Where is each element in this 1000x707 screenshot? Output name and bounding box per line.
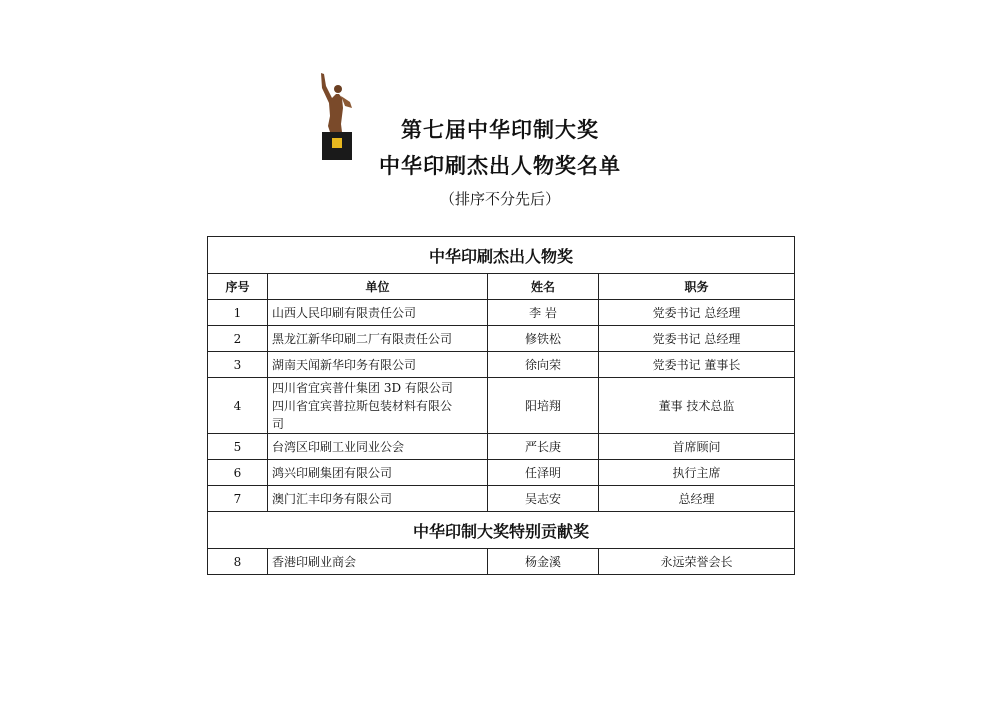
section-header-outstanding-figures bbox=[208, 237, 795, 274]
row-unit-line: 四川省宜宾普什集团 3D 有限公司 bbox=[272, 380, 453, 395]
awards-table bbox=[207, 236, 795, 575]
row-name: 严长庚 bbox=[488, 434, 599, 460]
row-unit: 黑龙江新华印刷二厂有限责任公司 bbox=[268, 326, 488, 352]
row-name: 任泽明 bbox=[488, 460, 599, 486]
row-position: 首席顾问 bbox=[599, 434, 795, 460]
row-position: 永远荣誉会长 bbox=[599, 549, 795, 575]
column-header-name: 姓名 bbox=[488, 274, 599, 300]
row-name: 吴志安 bbox=[488, 486, 599, 512]
row-name: 阳培翔 bbox=[488, 378, 599, 434]
row-unit-line: 四川省宜宾普拉斯包装材料有限公 bbox=[272, 398, 453, 413]
row-unit-line: 司 bbox=[272, 416, 285, 431]
row-position: 党委书记 董事长 bbox=[599, 352, 795, 378]
column-header-position: 职务 bbox=[599, 274, 795, 300]
row-unit: 湖南天闻新华印务有限公司 bbox=[268, 352, 488, 378]
row-name: 徐向荣 bbox=[488, 352, 599, 378]
row-number: 2 bbox=[208, 326, 268, 352]
table-row bbox=[208, 300, 795, 326]
row-unit: 香港印刷业商会 bbox=[268, 549, 488, 575]
table-row bbox=[208, 434, 795, 460]
row-position: 执行主席 bbox=[599, 460, 795, 486]
table-header-row bbox=[208, 274, 795, 300]
page-title-line1: 第七届中华印制大奖 bbox=[401, 118, 599, 142]
table-row bbox=[208, 378, 795, 434]
row-position: 党委书记 总经理 bbox=[599, 326, 795, 352]
table-row bbox=[208, 460, 795, 486]
row-name: 李 岩 bbox=[488, 300, 599, 326]
row-unit bbox=[268, 378, 488, 434]
row-number: 3 bbox=[208, 352, 268, 378]
page-subtitle: （排序不分先后） bbox=[439, 190, 560, 208]
row-number: 8 bbox=[208, 549, 268, 575]
section-header-special-contribution bbox=[208, 512, 795, 549]
row-position: 党委书记 总经理 bbox=[599, 300, 795, 326]
row-name: 修铁松 bbox=[488, 326, 599, 352]
row-number: 6 bbox=[208, 460, 268, 486]
row-position: 总经理 bbox=[599, 486, 795, 512]
table-row bbox=[208, 486, 795, 512]
table-row bbox=[208, 352, 795, 378]
row-number: 7 bbox=[208, 486, 268, 512]
table-row bbox=[208, 549, 795, 575]
section-title: 中华印刷杰出人物奖 bbox=[208, 237, 795, 274]
row-name: 杨金溪 bbox=[488, 549, 599, 575]
row-position: 董事 技术总监 bbox=[599, 378, 795, 434]
section-title: 中华印制大奖特别贡献奖 bbox=[208, 512, 795, 549]
row-number: 4 bbox=[208, 378, 268, 434]
table-row bbox=[208, 326, 795, 352]
row-number: 1 bbox=[208, 300, 268, 326]
column-header-number: 序号 bbox=[208, 274, 268, 300]
row-unit: 台湾区印刷工业同业公会 bbox=[268, 434, 488, 460]
column-header-unit: 单位 bbox=[268, 274, 488, 300]
row-unit: 澳门汇丰印务有限公司 bbox=[268, 486, 488, 512]
row-unit: 鸿兴印刷集团有限公司 bbox=[268, 460, 488, 486]
row-unit: 山西人民印刷有限责任公司 bbox=[268, 300, 488, 326]
row-number: 5 bbox=[208, 434, 268, 460]
page-title-line2: 中华印刷杰出人物奖名单 bbox=[379, 154, 621, 178]
